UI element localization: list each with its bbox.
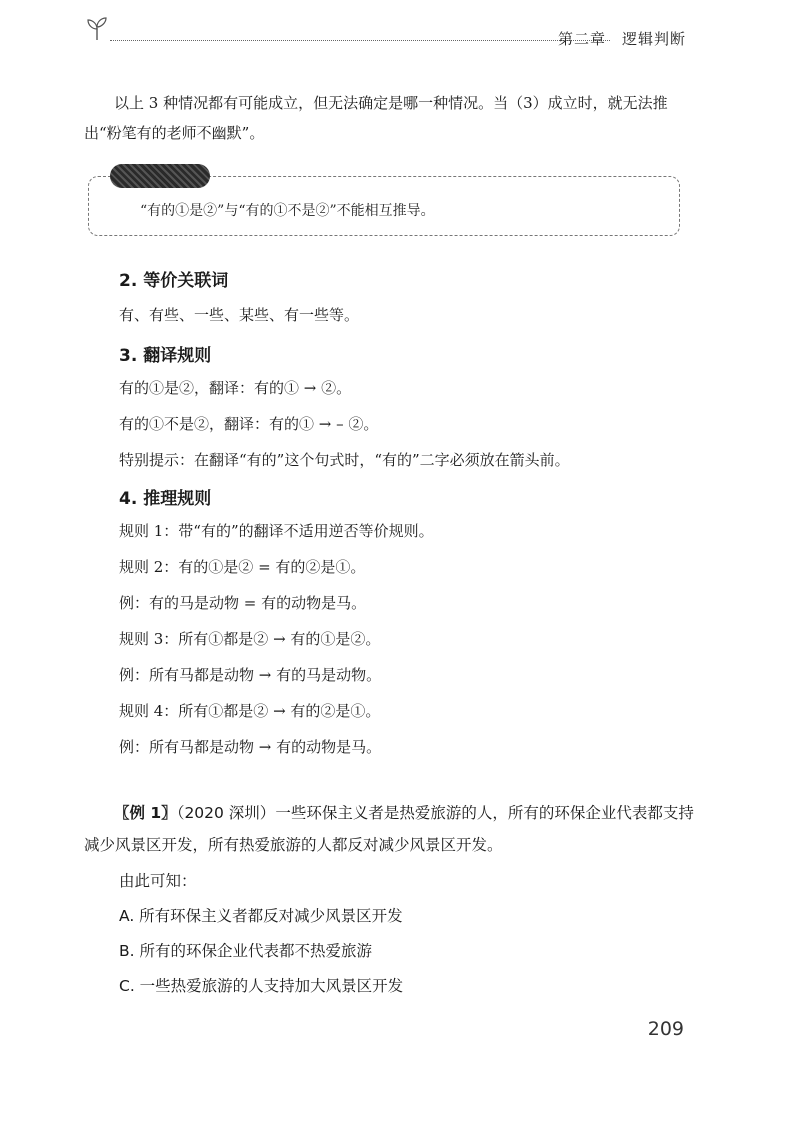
page-number: 209 [647,1018,684,1040]
header-rule [110,40,610,41]
note-tag-badge [110,164,210,188]
sprout-icon [84,16,110,42]
inference-example-line: 例：所有马都是动物 → 有的动物是马。 [119,738,382,756]
translation-rule-line: 有的①是②，翻译：有的① → ②。 [119,379,352,397]
chapter-title: 第二章 逻辑判断 [557,30,686,48]
option-a: A. 所有环保主义者都反对减少风景区开发 [119,907,403,925]
note-text: “有的①是②”与“有的①不是②”不能相互推导。 [140,203,435,219]
option-b: B. 所有的环保企业代表都不热爱旅游 [119,942,372,960]
translation-tip-line: 特别提示：在翻译“有的”这个句式时，“有的”二字必须放在箭头前。 [119,451,570,469]
example-label: 〖例 1〗 [114,804,177,822]
inference-rule-line: 规则 1：带“有的”的翻译不适用逆否等价规则。 [119,522,434,540]
example-source: （2020 深圳） [176,804,276,822]
section-body-equivalents: 有、有些、一些、某些、有一些等。 [119,306,360,324]
example-stem: 一些环保主义者是热爱旅游的人，所有的环保企业代表都支持减少风景区开发，所有热爱旅游的人都反对减少风景区开发。 [84,804,694,854]
inference-example-line: 例：有的马是动物 = 有的动物是马。 [119,594,367,612]
translation-rule-line: 有的①不是②，翻译：有的① → – ②。 [119,415,379,433]
section-title-translation: 3. 翻译规则 [119,346,212,366]
intro-paragraph: 以上 3 种情况都有可能成立，但无法确定是哪一种情况。当（3）成立时，就无法推出“粉笔有的老师不幽默”。 [84,94,668,142]
example-question [84,797,704,861]
inference-example-line: 例：所有马都是动物 → 有的马是动物。 [119,666,382,684]
option-c: C. 一些热爱旅游的人支持加大风景区开发 [119,977,404,995]
inference-rule-line: 规则 2：有的①是② = 有的②是①。 [119,558,366,576]
example-prompt: 由此可知： [119,872,197,890]
inference-rule-line: 规则 3：所有①都是② → 有的①是②。 [119,630,381,648]
inference-rule-line: 规则 4：所有①都是② → 有的②是①。 [119,702,381,720]
section-title-inference: 4. 推理规则 [119,489,212,509]
section-title-equivalents: 2. 等价关联词 [119,271,229,291]
running-header [80,14,690,54]
